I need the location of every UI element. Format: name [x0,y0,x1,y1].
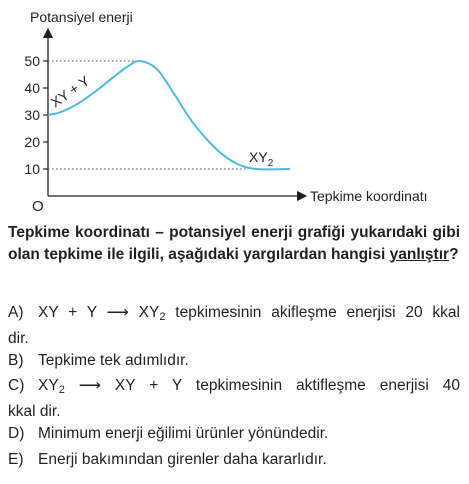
reactant-label: XY + Y [47,72,93,111]
option-text: Enerji bakımından girenler daha kararlıdır. [38,450,327,468]
energy-diagram [0,0,469,222]
option-a-continued: dir. [8,329,29,347]
option-text: Minimum enerji eğilimi ürünler yönündedir. [38,424,329,442]
question-text [8,222,460,265]
option-b[interactable] [8,350,460,372]
question-mark: ? [449,245,459,263]
question-keyword: yanlıştır [389,245,450,263]
y-tick-label: 50 [24,53,40,69]
option-letter: E) [8,450,24,468]
y-ticks [24,53,48,177]
y-axis-label: Potansiyel enerji [30,9,133,25]
origin-label: O [32,198,44,215]
y-tick-label: 20 [24,134,40,150]
option-text: XY + Y ⟶ $XY_2$ tepkimesinin akifleşme enerjisi 20 kkal [38,304,460,323]
option-text: $XY_2$ ⟶ XY + Y tepkimesinin aktifleşme enerjisi 40 [38,377,460,397]
y-tick-label: 40 [24,80,40,96]
x-axis-label: Tepkime koordinatı [310,188,428,204]
option-d[interactable] [8,423,460,445]
option-e[interactable] [8,449,460,471]
question-body: Tepkime koordinatı – potansiyel enerji grafiği yukarıdaki gibi olan tepkime ile ilgili, aşağıdaki yargılardan hangisi [8,224,460,263]
option-letter: B) [8,351,24,369]
option-a[interactable] [8,302,460,324]
y-tick-label: 30 [24,107,40,123]
answer-options [8,302,460,475]
y-tick-label: 10 [24,161,40,177]
option-letter: A) [8,304,24,321]
option-c-continued: kkal dir. [8,403,61,421]
option-letter: D) [8,424,25,442]
option-letter: C) [8,377,25,395]
option-c[interactable] [8,375,460,397]
product-label: $XY_2$ [249,149,274,169]
option-text: Tepkime tek adımlıdır. [38,351,189,369]
